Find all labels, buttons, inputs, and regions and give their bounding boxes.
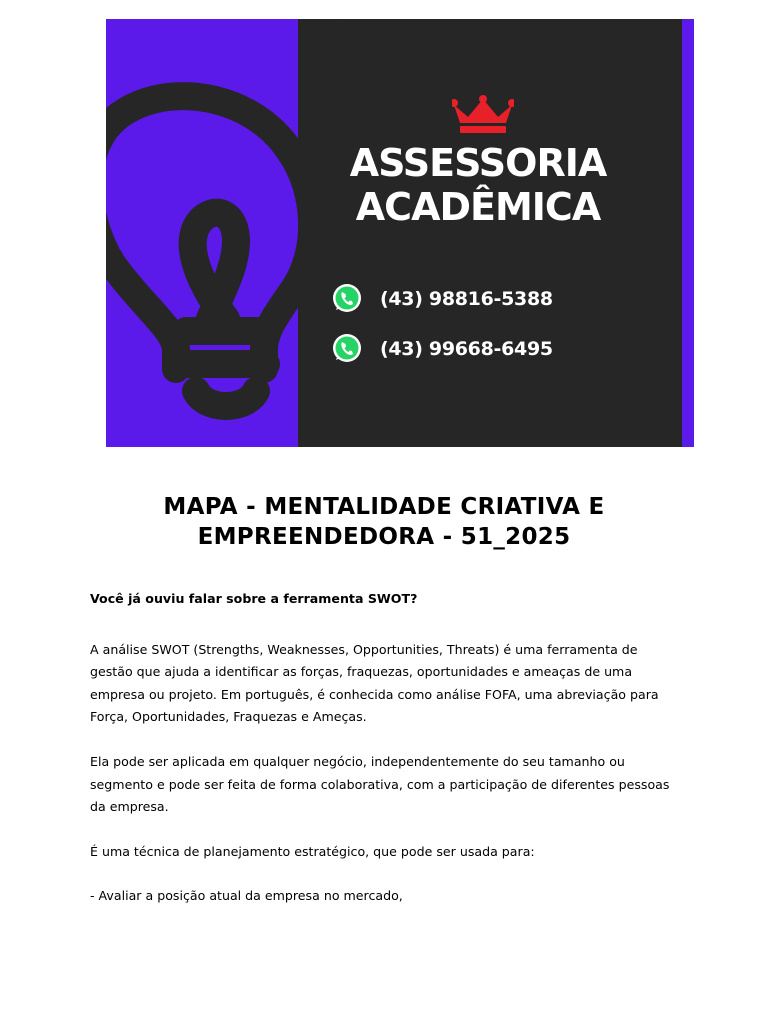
text-line: É uma técnica de planejamento estratégico, que pode ser usada para: bbox=[90, 843, 535, 859]
phone-row-1 bbox=[330, 282, 553, 316]
paragraph-application bbox=[90, 751, 690, 819]
text-line: Ela pode ser aplicada em qualquer negócio, independentemente do seu tamanho ou bbox=[90, 753, 625, 769]
paragraph-technique bbox=[90, 841, 690, 864]
intro-question: Você já ouviu falar sobre a ferramenta SWOT? bbox=[90, 591, 418, 606]
text-line: da empresa. bbox=[90, 799, 169, 815]
text-line: - Avaliar a posição atual da empresa no mercado, bbox=[90, 888, 403, 904]
banner-image bbox=[106, 19, 694, 447]
paragraph-swot-definition bbox=[90, 639, 690, 729]
crown-icon bbox=[452, 95, 514, 135]
brand-line-1: ASSESSORIA bbox=[349, 141, 607, 185]
document-title: MAPA - MENTALIDADE CRIATIVA E EMPREENDEDORA - 51_2025 bbox=[163, 494, 605, 550]
phone-number-2: (43) 99668-6495 bbox=[380, 338, 553, 360]
phone-row-2 bbox=[330, 332, 553, 366]
document-body bbox=[90, 588, 690, 908]
list-item bbox=[90, 885, 690, 908]
text-line: gestão que ajuda a identificar as forças, fraquezas, oportunidades e ameaças de uma bbox=[90, 664, 633, 680]
text-line: Força, Oportunidades, Fraquezas e Ameças. bbox=[90, 709, 367, 725]
whatsapp-icon bbox=[330, 332, 364, 366]
text-line: empresa ou projeto. Em português, é conhecida como análise FOFA, uma abreviação para bbox=[90, 686, 659, 702]
lightbulb-icon bbox=[106, 19, 406, 447]
phone-number-1: (43) 98816-5388 bbox=[380, 288, 553, 310]
brand-line-2: ACADÊMICA bbox=[355, 185, 601, 229]
text-line: segmento e pode ser feita de forma colaborativa, com a participação de diferentes pessoas bbox=[90, 776, 670, 792]
whatsapp-icon bbox=[330, 282, 364, 316]
text-line: A análise SWOT (Strengths, Weaknesses, Opportunities, Threats) é uma ferramenta de bbox=[90, 641, 638, 657]
